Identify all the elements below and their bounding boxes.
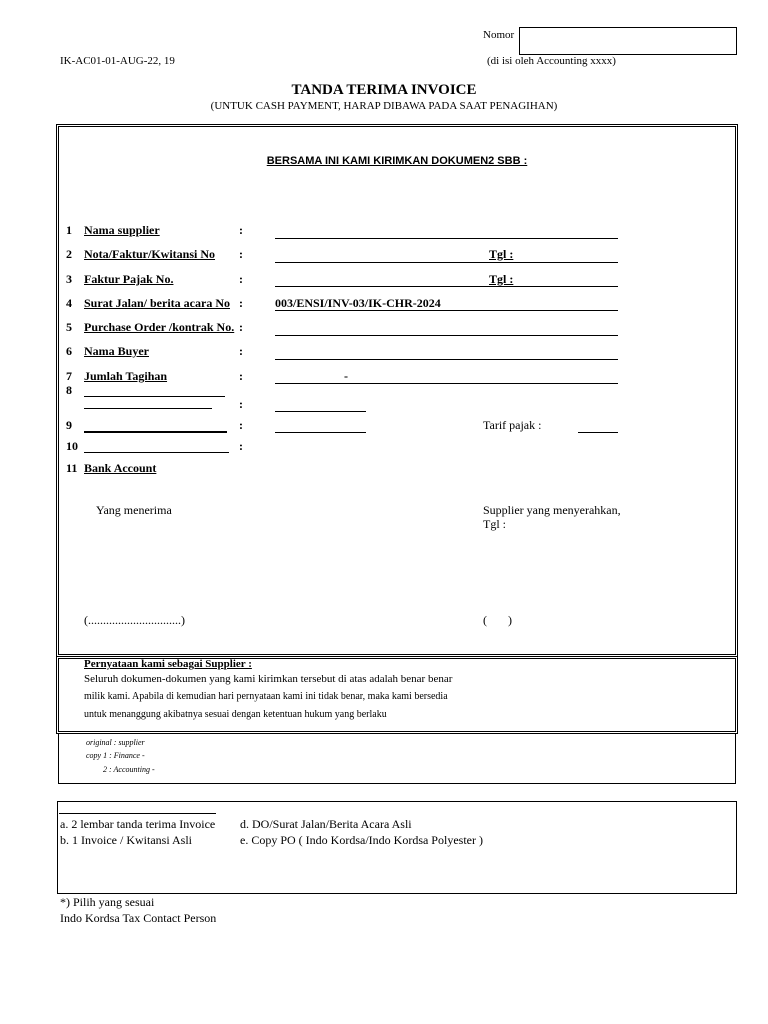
nomor-box bbox=[519, 27, 737, 55]
statement-line: Seluruh dokumen-dokumen yang kami kirimkan tersebut di atas adalah benar benar bbox=[84, 673, 453, 685]
attachment-d: d. DO/Surat Jalan/Berita Acara Asli bbox=[240, 817, 412, 831]
row-value-line bbox=[275, 335, 618, 336]
row-label-line bbox=[84, 408, 212, 409]
attachment-b: b. 1 Invoice / Kwitansi Asli bbox=[60, 833, 192, 847]
copies-frame bbox=[58, 734, 736, 784]
row-label-line bbox=[84, 431, 227, 433]
row-number: 3 bbox=[66, 272, 72, 286]
row-value-line bbox=[275, 359, 618, 360]
copy-original: original : supplier bbox=[86, 738, 145, 747]
row-number: 10 bbox=[66, 439, 78, 453]
attachments-top-line bbox=[59, 813, 216, 814]
row-label: Faktur Pajak No. bbox=[84, 272, 174, 286]
copy-finance: copy 1 : Finance - bbox=[86, 751, 145, 760]
row-value-line bbox=[275, 286, 618, 287]
row-label: Nama supplier bbox=[84, 223, 160, 237]
doc-code: IK-AC01-01-AUG-22, 19 bbox=[60, 55, 175, 67]
accounting-note: (di isi oleh Accounting xxxx) bbox=[487, 55, 616, 67]
row-number: 4 bbox=[66, 296, 72, 310]
row-colon: : bbox=[239, 247, 243, 261]
row-label: Jumlah Tagihan bbox=[84, 369, 168, 383]
supplier-date: Tgl : bbox=[483, 517, 506, 531]
row-label-line bbox=[84, 396, 225, 397]
row-number: 7 bbox=[66, 369, 72, 383]
row-date-label: Tgl : bbox=[489, 272, 514, 286]
row-value-line bbox=[275, 310, 618, 311]
row-colon: : bbox=[239, 320, 243, 334]
row-label: Surat Jalan/ berita acara No bbox=[84, 296, 230, 310]
row-value-line bbox=[275, 383, 618, 384]
row-colon: : bbox=[239, 296, 243, 310]
row-number: 6 bbox=[66, 344, 72, 358]
footer-note: *) Pilih yang sesuai bbox=[60, 895, 155, 909]
row-number: 11 bbox=[66, 461, 78, 475]
row-label: Nota/Faktur/Kwitansi No bbox=[84, 247, 216, 261]
section-heading: BERSAMA INI KAMI KIRIMKAN DOKUMEN2 SBB : bbox=[266, 155, 528, 167]
attachment-e: e. Copy PO ( Indo Kordsa/Indo Kordsa Polyester ) bbox=[240, 833, 483, 847]
supplier-signature-paren: ( ) bbox=[483, 613, 512, 627]
row-value-line bbox=[275, 262, 618, 263]
nomor-label: Nomor bbox=[483, 29, 515, 41]
row-number: 5 bbox=[66, 320, 72, 334]
attachment-a: a. 2 lembar tanda terima Invoice bbox=[60, 817, 216, 831]
row-label-line bbox=[84, 452, 229, 453]
row-number: 9 bbox=[66, 418, 72, 432]
row-label: Bank Account bbox=[84, 461, 157, 475]
statement-line: untuk menanggung akibatnya sesuai dengan ketentuan hukum yang berlaku bbox=[84, 709, 387, 720]
statement-line: milik kami. Apabila di kemudian hari pernyataan kami ini tidak benar, maka kami bersedia bbox=[84, 691, 448, 702]
row-number: 1 bbox=[66, 223, 72, 237]
main-form-frame bbox=[56, 124, 738, 657]
row-colon: : bbox=[239, 418, 243, 432]
receiver-signature-paren: (...............................) bbox=[84, 613, 185, 627]
row-colon: : bbox=[239, 272, 243, 286]
page-title: TANDA TERIMA INVOICE bbox=[291, 82, 477, 98]
row-value-line bbox=[275, 238, 618, 239]
row-colon: : bbox=[239, 369, 243, 383]
row-colon: : bbox=[239, 439, 243, 453]
footer-contact: Indo Kordsa Tax Contact Person bbox=[60, 911, 217, 925]
jumlah-tagihan-value: - bbox=[344, 369, 348, 383]
row-value-line bbox=[275, 411, 366, 412]
row-value-line bbox=[275, 432, 366, 433]
row-number: 2 bbox=[66, 247, 72, 261]
row-colon: : bbox=[239, 397, 243, 411]
page-subtitle: (UNTUK CASH PAYMENT, HARAP DIBAWA PADA SAAT PENAGIHAN) bbox=[210, 100, 558, 112]
statement-title: Pernyataan kami sebagai Supplier : bbox=[84, 658, 252, 670]
supplier-label: Supplier yang menyerahkan, bbox=[483, 503, 621, 517]
receiver-label: Yang menerima bbox=[96, 503, 172, 517]
copy-accounting: 2 : Accounting - bbox=[103, 765, 155, 774]
surat-jalan-value: 003/ENSI/INV-03/IK-CHR-2024 bbox=[275, 296, 441, 310]
row-label: Purchase Order /kontrak No. bbox=[84, 320, 235, 334]
tarif-pajak-label: Tarif pajak : bbox=[483, 418, 542, 432]
row-label: Nama Buyer bbox=[84, 344, 149, 358]
row-colon: : bbox=[239, 223, 243, 237]
row-date-label: Tgl : bbox=[489, 247, 514, 261]
row-number: 8 bbox=[66, 383, 72, 397]
tarif-pajak-line bbox=[578, 432, 618, 433]
row-colon: : bbox=[239, 344, 243, 358]
